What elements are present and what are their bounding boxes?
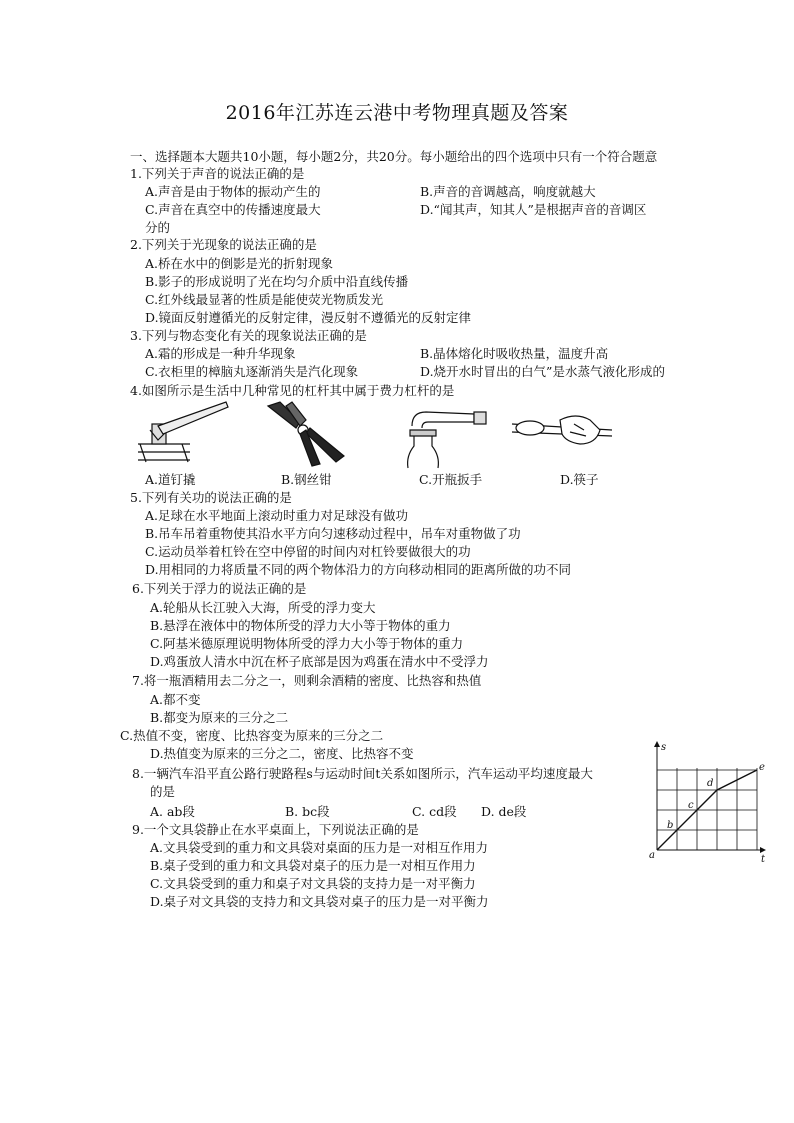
point-d-label: d xyxy=(707,778,714,789)
q6-stem: 6.下列关于浮力的说法正确的是 xyxy=(132,581,307,596)
q4-stem: 4.如图所示是生活中几种常见的杠杆其中属于费力杠杆的是 xyxy=(130,383,455,398)
q8-option-a: A. ab段 xyxy=(150,804,195,819)
pliers-icon xyxy=(268,402,344,466)
q3-option-b: B.晶体熔化时吸收热量，温度升高 xyxy=(420,346,609,361)
q8-option-c: C. cd段 xyxy=(412,804,457,819)
q1-option-c: C.声音在真空中的传播速度最大 xyxy=(145,202,321,217)
q2-option-b: B.影子的形成说明了光在均匀介质中沿直线传播 xyxy=(145,274,409,289)
q7-option-d: D.热值变为原来的三分之二，密度、比热容不变 xyxy=(150,746,414,761)
q3-option-d: D.烧开水时冒出的白气”是水蒸气液化形成的 xyxy=(420,364,665,379)
q4-option-b: B.钢丝钳 xyxy=(281,472,332,487)
q3-stem: 3.下列与物态变化有关的现象说法正确的是 xyxy=(130,328,367,343)
q7-option-c: C.热值不变，密度、比热容变为原来的三分之二 xyxy=(120,728,384,743)
q9-option-b: B.桌子受到的重力和文具袋对桌子的压力是一对相互作用力 xyxy=(150,858,476,873)
q1-option-b: B.声音的音调越高，响度就越大 xyxy=(420,184,596,199)
section-heading: 一、选择题本大题共10小题，每小题2分，共20分。每小题给出的四个选项中只有一个符合题意 xyxy=(130,149,658,164)
q3-option-a: A.霜的形成是一种升华现象 xyxy=(145,346,296,361)
q5-option-d: D.用相同的力将质量不同的两个物体沿力的方向移动相同的距离所做的功不同 xyxy=(145,562,572,577)
q6-option-b: B.悬浮在液体中的物体所受的浮力大小等于物体的重力 xyxy=(150,618,451,633)
distance-time-graph xyxy=(645,738,765,868)
q2-stem: 2.下列关于光现象的说法正确的是 xyxy=(130,237,317,252)
q8-option-d: D. de段 xyxy=(481,804,527,819)
bottle-opener-icon xyxy=(408,412,486,468)
s-axis-label: s xyxy=(661,742,667,753)
q7-option-a: A.都不变 xyxy=(150,692,201,707)
q3-option-c: C.衣柜里的樟脑丸逐渐消失是汽化现象 xyxy=(145,364,359,379)
q6-option-a: A.轮船从长江驶入大海，所受的浮力变大 xyxy=(150,600,376,615)
page-title: 2016年江苏连云港中考物理真题及答案 xyxy=(225,102,569,124)
q1-option-d: D.“闻其声，知其人”是根据声音的音调区 xyxy=(420,202,647,217)
q8-option-b: B. bc段 xyxy=(285,804,330,819)
t-axis-label: t xyxy=(761,854,766,865)
point-c-label: c xyxy=(688,800,694,811)
q2-option-d: D.镜面反射遵循光的反射定律，漫反射不遵循光的反射定律 xyxy=(145,310,472,325)
q1-stem: 1.下列关于声音的说法正确的是 xyxy=(130,166,305,181)
point-a-label: a xyxy=(649,850,655,861)
q9-option-d: D.桌子对文具袋的支持力和文具袋对桌子的压力是一对平衡力 xyxy=(150,894,489,909)
q5-option-b: B.吊车吊着重物使其沿水平方向匀速移动过程中，吊车对重物做了功 xyxy=(145,526,521,541)
q7-option-b: B.都变为原来的三分之二 xyxy=(150,710,289,725)
q8-stem: 8.一辆汽车沿平直公路行驶路程s与运动时间t关系如图所示，汽车运动平均速度最大 xyxy=(132,766,593,781)
q2-option-a: A.桥在水中的倒影是光的折射现象 xyxy=(145,256,334,271)
q6-option-d: D.鸡蛋放人清水中沉在杯子底部是因为鸡蛋在清水中不受浮力 xyxy=(150,654,489,669)
q9-option-a: A.文具袋受到的重力和文具袋对桌面的压力是一对相互作用力 xyxy=(150,840,489,855)
q9-option-c: C.文具袋受到的重力和桌子对文具袋的支持力是一对平衡力 xyxy=(150,876,476,891)
q2-option-c: C.红外线最显著的性质是能使荧光物质发光 xyxy=(145,292,384,307)
q5-stem: 5.下列有关功的说法正确的是 xyxy=(130,490,292,505)
lever-figures xyxy=(0,400,794,480)
q5-option-a: A.足球在水平地面上滚动时重力对足球没有做功 xyxy=(145,508,409,523)
q7-stem: 7.将一瓶酒精用去二分之一，则剩余酒精的密度、比热容和热值 xyxy=(132,673,482,688)
q6-option-c: C.阿基米德原理说明物体所受的浮力大小等于物体的重力 xyxy=(150,636,464,651)
q1-option-a: A.声音是由于物体的振动产生的 xyxy=(145,184,321,199)
q4-option-d: D.筷子 xyxy=(560,472,599,487)
q8-stem-continued: 的是 xyxy=(150,784,176,799)
q4-option-c: C.开瓶扳手 xyxy=(419,472,483,487)
point-e-label: e xyxy=(759,762,765,773)
q4-option-a: A.道钉撬 xyxy=(145,472,196,487)
nail-puller-icon xyxy=(138,402,228,462)
q1-option-d-continued: 分的 xyxy=(145,220,171,235)
point-b-label: b xyxy=(667,820,674,831)
chopsticks-icon xyxy=(512,416,612,444)
q9-stem: 9.一个文具袋静止在水平桌面上，下列说法正确的是 xyxy=(132,822,419,837)
q5-option-c: C.运动员举着杠铃在空中停留的时间内对杠铃要做很大的功 xyxy=(145,544,471,559)
